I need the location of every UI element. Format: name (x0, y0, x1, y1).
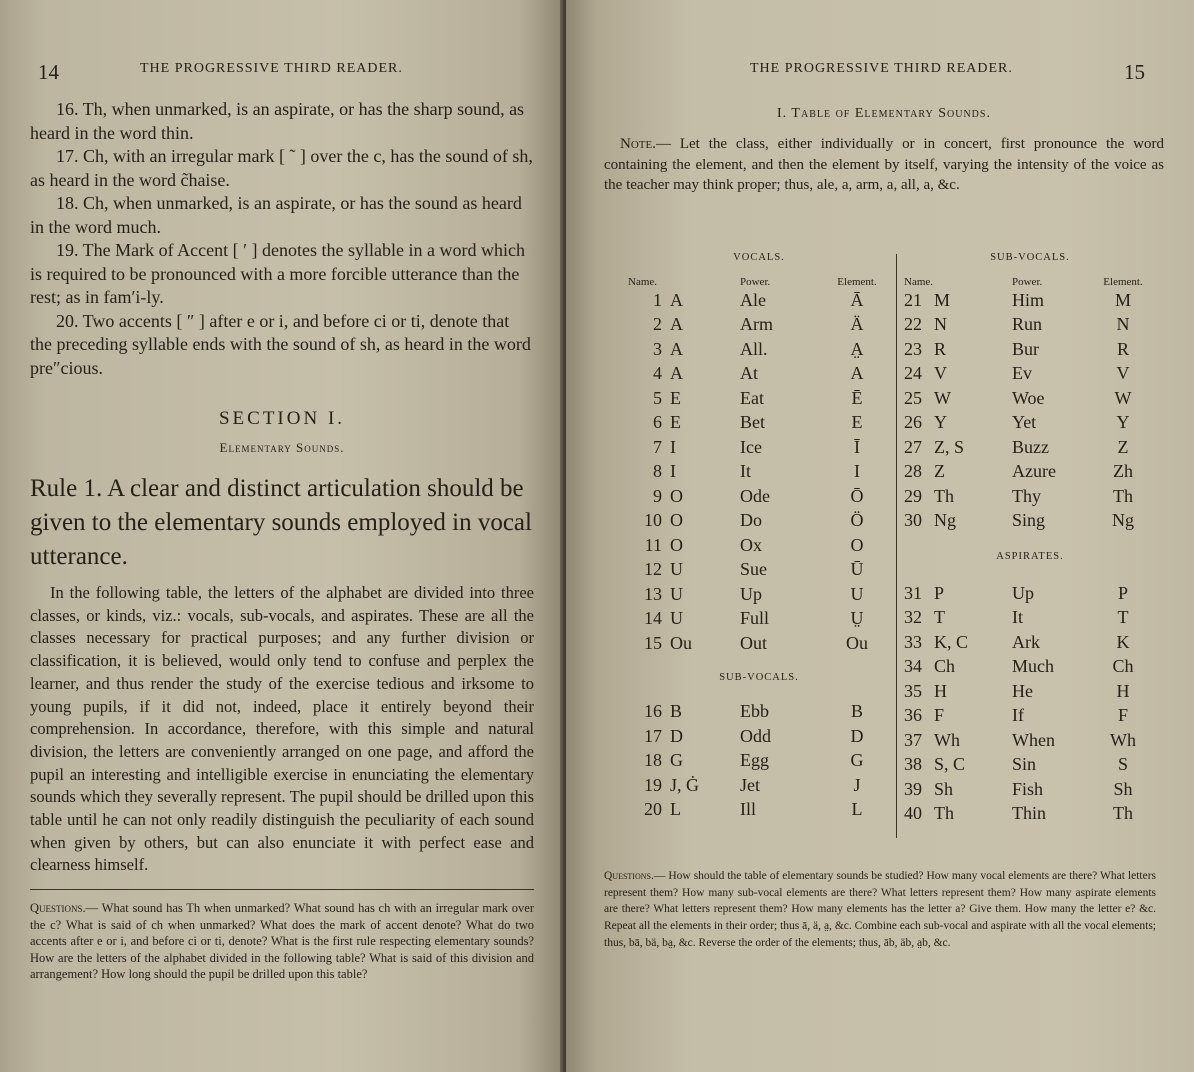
sound-number: 4 (653, 363, 662, 384)
sound-power: When (1012, 729, 1055, 750)
sound-power: Out (740, 632, 767, 653)
sound-letter: Z (934, 461, 945, 482)
sound-element: P (1117, 582, 1128, 603)
sound-number: 36 (904, 705, 922, 726)
sound-element: Ū (850, 559, 864, 580)
table-divider (896, 254, 897, 838)
sound-number: 17 (644, 725, 662, 746)
subvocals-left-rows (628, 700, 890, 823)
sound-power: Azure (1012, 461, 1056, 482)
right-page-header (604, 40, 1164, 84)
vocals-heading: VOCALS. (733, 252, 785, 263)
table-row (628, 749, 890, 774)
sound-element: W (1114, 387, 1132, 408)
table-row (904, 435, 1156, 460)
sound-letter: Ch (934, 656, 956, 677)
sound-letter: Sh (934, 778, 954, 799)
table-row (628, 362, 890, 387)
sound-power: Buzz (1012, 436, 1049, 457)
sound-number: 21 (904, 289, 922, 310)
left-page (0, 0, 564, 1072)
sound-letter: A (670, 338, 683, 359)
rule-1: Rule 1. A clear and distinct articulation should be given to the elementary sounds employed in vocal utterance. (30, 475, 532, 570)
sound-element: S (1117, 754, 1128, 775)
sound-power: Ode (740, 485, 770, 506)
subvocals-heading: SUB-VOCALS. (719, 671, 799, 683)
divider (30, 889, 534, 890)
sound-letter: D (670, 725, 683, 746)
sound-element: O (850, 534, 864, 555)
table-row (904, 337, 1156, 362)
sound-power: Eat (740, 387, 764, 408)
sound-element: Y (1116, 412, 1130, 433)
sound-element: Th (1113, 803, 1133, 824)
sound-number: 6 (653, 412, 662, 433)
table-row (904, 362, 1156, 387)
sound-element: A̤ (850, 338, 864, 359)
table-row (904, 386, 1156, 411)
questions-text: — What sound has Th when unmarked? What sound has ch with an irregular mark over the c? What is said of ch when unmarked? What does the mark of accent denote? What do two accents after e or i, and before ci or ti, denote? What is the first rule respecting elementary sounds? How are the letters of the alphabet divided in the following table? What is said of this division and arrangement? How long should the pupil be drilled upon this table? (30, 901, 534, 982)
col-element: Element. (1103, 276, 1143, 288)
sound-element: Ng (1112, 510, 1134, 531)
sound-letter: B (670, 701, 683, 722)
note (604, 134, 1164, 196)
table-row (628, 484, 890, 509)
page-number: 14 (38, 60, 59, 84)
table-row (628, 724, 890, 749)
sound-letter: G (670, 750, 683, 771)
sound-power: Bet (740, 412, 765, 433)
section-subtitle: Elementary Sounds. (219, 440, 345, 455)
table-left-column (628, 252, 890, 822)
sound-letter: Th (934, 485, 954, 506)
sound-number: 27 (904, 436, 922, 457)
sound-power: Jet (740, 774, 760, 795)
table-right-column (904, 252, 1156, 826)
sound-letter: U (670, 583, 683, 604)
sound-number: 25 (904, 387, 922, 408)
table-row (904, 460, 1156, 485)
sound-number: 13 (644, 583, 662, 604)
sound-number: 10 (644, 510, 662, 531)
sound-number: 24 (904, 363, 922, 384)
sound-number: 1 (653, 289, 662, 310)
rule-20: 20. Two accents [ ″ ] after e or i, and before ci or ti, denote that the preceding syllable ends with the sound of sh, as heard in the word pre″cious. (30, 310, 531, 378)
sound-element: H (1116, 680, 1130, 701)
sound-element: Sh (1113, 778, 1133, 799)
sound-element: G (850, 750, 864, 771)
sound-element: T (1117, 607, 1129, 628)
sound-element: U (850, 583, 864, 604)
sound-power: Fish (1012, 778, 1044, 799)
rule-17: 17. Ch, with an irregular mark [ ˜ ] over the c, has the sound of sh, as heard in the word c̃haise. (30, 146, 533, 190)
table-row (628, 631, 890, 656)
sound-power: Do (740, 510, 762, 531)
table-row (628, 460, 890, 485)
table-row (904, 753, 1156, 778)
sound-element: Wh (1110, 729, 1136, 750)
sound-letter: T (934, 607, 945, 628)
sound-element: I (854, 461, 860, 482)
sound-power: It (740, 461, 751, 482)
sound-element: Th (1113, 485, 1133, 506)
sound-letter: S, C (934, 754, 966, 775)
table-row (628, 607, 890, 632)
sound-power: Sue (740, 559, 767, 580)
table-row (904, 484, 1156, 509)
table-row (904, 777, 1156, 802)
sound-element: Ä (850, 314, 864, 335)
sound-power: Thy (1012, 485, 1041, 506)
sound-letter: N (934, 314, 947, 335)
sound-number: 39 (904, 778, 922, 799)
questions-right (604, 868, 1156, 952)
sound-number: 33 (904, 631, 922, 652)
sound-power: Bur (1012, 338, 1039, 359)
sound-number: 20 (644, 799, 662, 820)
sound-element: Ō (850, 485, 864, 506)
table-row (904, 606, 1156, 631)
table-row (904, 313, 1156, 338)
sound-letter: Th (934, 803, 954, 824)
sound-power: Up (1012, 582, 1034, 603)
table-row (904, 288, 1156, 313)
sound-letter: O (670, 485, 683, 506)
sound-power: Ice (740, 436, 762, 457)
sound-power: Thin (1012, 803, 1046, 824)
questions-label: Questions. (604, 870, 654, 882)
table-row (904, 581, 1156, 606)
sound-number: 22 (904, 314, 922, 335)
sound-number: 40 (904, 803, 922, 824)
sound-power: Sin (1012, 754, 1037, 775)
sound-letter: E (670, 412, 681, 433)
table-row (904, 728, 1156, 753)
column-headers (904, 268, 1156, 288)
sound-number: 37 (904, 729, 922, 750)
table-row (628, 288, 890, 313)
sound-power: Ev (1012, 363, 1032, 384)
sound-power: At (740, 363, 758, 384)
note-label: Note. (620, 136, 656, 152)
sound-number: 5 (653, 387, 662, 408)
sound-power: All. (740, 338, 768, 359)
sound-element: Zh (1113, 461, 1133, 482)
sound-element: D (850, 725, 864, 746)
sound-number: 16 (644, 701, 662, 722)
col-element: Element. (837, 276, 877, 288)
sound-element: Ṳ (850, 608, 864, 629)
section-title: SECTION I. (218, 408, 346, 429)
sound-letter: U (670, 559, 683, 580)
sound-power: Odd (740, 725, 771, 746)
sound-number: 28 (904, 461, 922, 482)
table-row (628, 313, 890, 338)
sound-power: If (1012, 705, 1024, 726)
sound-element: L (851, 799, 863, 820)
sound-power: Ebb (740, 701, 769, 722)
sound-number: 14 (644, 608, 662, 629)
sound-element: B (850, 701, 863, 722)
questions (30, 900, 534, 983)
sound-letter: Y (934, 412, 947, 433)
questions-text: — How should the table of elementary sounds be studied? How many vocal elements are there? What letters represent them? How many sub-vocal elements are there? What letters represent them? How many aspirate elements are there? What letters represent them? How many elements has the letter a? Give them. How many the letter e? &c. Repeat all the elements in their order; thus ā, ä, a̤, &c. Combine each sub-vocal and aspirate with all the vocal elements; thus, bā, bä, ba̤, &c. Reverse the order of the elements; thus, āb, äb, a̤b, &c. (604, 870, 1156, 949)
sound-element: A (850, 363, 864, 384)
sound-number: 35 (904, 680, 922, 701)
sound-letter: O (670, 510, 683, 531)
table-row (904, 411, 1156, 436)
sound-element: M (1114, 289, 1131, 310)
running-title: THE PROGRESSIVE THIRD READER. (750, 61, 1013, 76)
sound-letter: A (670, 289, 683, 310)
rule-16: 16. Th, when unmarked, is an aspirate, or has the sharp sound, as heard in the word thin. (30, 99, 525, 143)
sound-element: Ē (851, 387, 863, 408)
sound-element: Ī (854, 436, 860, 457)
sound-number: 7 (653, 436, 662, 457)
sound-power: Egg (740, 750, 769, 771)
sound-power: Ale (740, 289, 766, 310)
sound-letter: Ng (934, 510, 956, 531)
col-name: Name. (628, 276, 658, 288)
sound-power: Run (1012, 314, 1043, 335)
table-row (628, 411, 890, 436)
table-row (628, 773, 890, 798)
sound-letter: L (670, 799, 681, 820)
sound-number: 31 (904, 582, 922, 603)
sound-number: 32 (904, 607, 922, 628)
sound-letter: U (670, 608, 683, 629)
column-headers (628, 268, 890, 288)
sound-letter: J, Ġ (670, 774, 700, 795)
sound-power: Much (1012, 656, 1054, 677)
subvocals-right-rows (904, 288, 1156, 533)
sound-letter: Wh (934, 729, 960, 750)
sound-letter: Z, S (934, 436, 965, 457)
table-row (628, 435, 890, 460)
left-page-header (30, 40, 534, 84)
sound-element: Z (1117, 436, 1129, 457)
sound-element: J (853, 774, 861, 795)
table-row (904, 802, 1156, 827)
sound-letter: E (670, 387, 681, 408)
sound-letter: A (670, 314, 683, 335)
sound-number: 9 (653, 485, 662, 506)
questions-label: Questions. (30, 901, 86, 916)
sound-letter: P (934, 582, 945, 603)
sound-letter: I (670, 461, 676, 482)
sound-power: Yet (1012, 412, 1037, 433)
rule-18: 18. Ch, when unmarked, is an aspirate, or has the sound as heard in the word much. (30, 193, 522, 237)
col-power: Power. (1012, 276, 1043, 288)
table-row (628, 582, 890, 607)
page-number: 15 (1124, 60, 1145, 84)
aspirates-rows (904, 581, 1156, 826)
sound-letter: V (934, 363, 947, 384)
body-paragraph: In the following table, the letters of the alphabet are divided into three classes, or kinds, viz.: vocals, sub-vocals, and aspirates. These are all the classes necessary for practical purposes; and any further division or classification, it is believed, would only tend to confuse and perplex the learner, and thus render the study of the exercise tedious and irksome to young pupils, if it did not, indeed, place it entirely beyond their comprehension. In accordance, therefore, with this simple and natural division, the letters are conveniently arranged on one page, and afford the pupil an interesting and intelligible exercise in enunciating the elementary sounds which they severally represent. The pupil should be drilled upon this table until he can not only readily distinguish the peculiarity of each sound when given by others, but can also enunciate it with perfect ease and clearness himself. (30, 583, 534, 875)
table-row (628, 700, 890, 725)
sound-power: It (1012, 607, 1023, 628)
sound-number: 12 (644, 559, 662, 580)
table-row (628, 558, 890, 583)
sound-power: Ox (740, 534, 762, 555)
sound-power: Up (740, 583, 762, 604)
sound-element: Ā (850, 289, 864, 310)
sound-element: K (1116, 631, 1130, 652)
sound-letter: M (934, 289, 951, 310)
sound-letter: H (934, 680, 947, 701)
table-title: I. Table of Elementary Sounds. (777, 106, 991, 121)
sound-number: 23 (904, 338, 922, 359)
table-row (628, 386, 890, 411)
subvocals-heading: SUB-VOCALS. (990, 252, 1070, 263)
sound-power: Ill (740, 799, 756, 820)
sound-letter: K, C (934, 631, 969, 652)
sound-element: E (851, 412, 863, 433)
sound-number: 34 (904, 656, 922, 677)
table-row (904, 509, 1156, 534)
sound-letter: R (934, 338, 947, 359)
elementary-sounds-table (628, 252, 1156, 852)
sound-power: Arm (740, 314, 773, 335)
sound-number: 8 (653, 461, 662, 482)
table-row (628, 337, 890, 362)
col-name: Name. (904, 276, 934, 288)
table-row (904, 630, 1156, 655)
sound-number: 29 (904, 485, 922, 506)
vocals-rows (628, 288, 890, 656)
rule-19: 19. The Mark of Accent [ ′ ] denotes the syllable in a word which is required to be pronounced with a more forcible utterance than the rest; as in fam′i-ly. (30, 240, 525, 307)
table-row (628, 798, 890, 823)
table-row (628, 509, 890, 534)
table-row (904, 655, 1156, 680)
table-row (628, 533, 890, 558)
sound-letter: F (934, 705, 945, 726)
sound-element: F (1117, 705, 1128, 726)
sound-power: Sing (1012, 510, 1046, 531)
sound-power: He (1012, 680, 1033, 701)
sound-element: V (1116, 363, 1130, 384)
sound-number: 11 (644, 534, 662, 555)
sound-number: 19 (644, 774, 662, 795)
sound-number: 2 (653, 314, 662, 335)
sound-number: 15 (644, 632, 662, 653)
sound-number: 30 (904, 510, 922, 531)
running-title: THE PROGRESSIVE THIRD READER. (140, 61, 403, 76)
sound-letter: O (670, 534, 683, 555)
sound-letter: W (934, 387, 951, 408)
sound-letter: I (670, 436, 676, 457)
sound-power: Full (740, 608, 770, 629)
table-row (904, 679, 1156, 704)
sound-element: N (1116, 314, 1130, 335)
aspirates-heading: ASPIRATES. (996, 551, 1064, 562)
sound-element: Ch (1112, 656, 1134, 677)
sound-element: R (1116, 338, 1129, 359)
col-power: Power. (740, 276, 771, 288)
sound-power: Ark (1012, 631, 1040, 652)
sound-number: 18 (644, 750, 662, 771)
sound-number: 38 (904, 754, 922, 775)
sound-element: Ou (846, 632, 868, 653)
sound-element: Ö (850, 510, 864, 531)
sound-letter: A (670, 363, 683, 384)
sound-number: 3 (653, 338, 662, 359)
note-text: — Let the class, either individually or in concert, first pronounce the word containing the element, and then the element by itself, varying the intensity of the voice as the teacher may think proper; thus, ale, a, arm, a, all, a, &c. (604, 136, 1164, 193)
sound-number: 26 (904, 412, 922, 433)
sound-letter: Ou (670, 632, 692, 653)
sound-power: Him (1012, 289, 1045, 310)
sound-power: Woe (1012, 387, 1045, 408)
rules-list (30, 98, 534, 380)
table-row (904, 704, 1156, 729)
